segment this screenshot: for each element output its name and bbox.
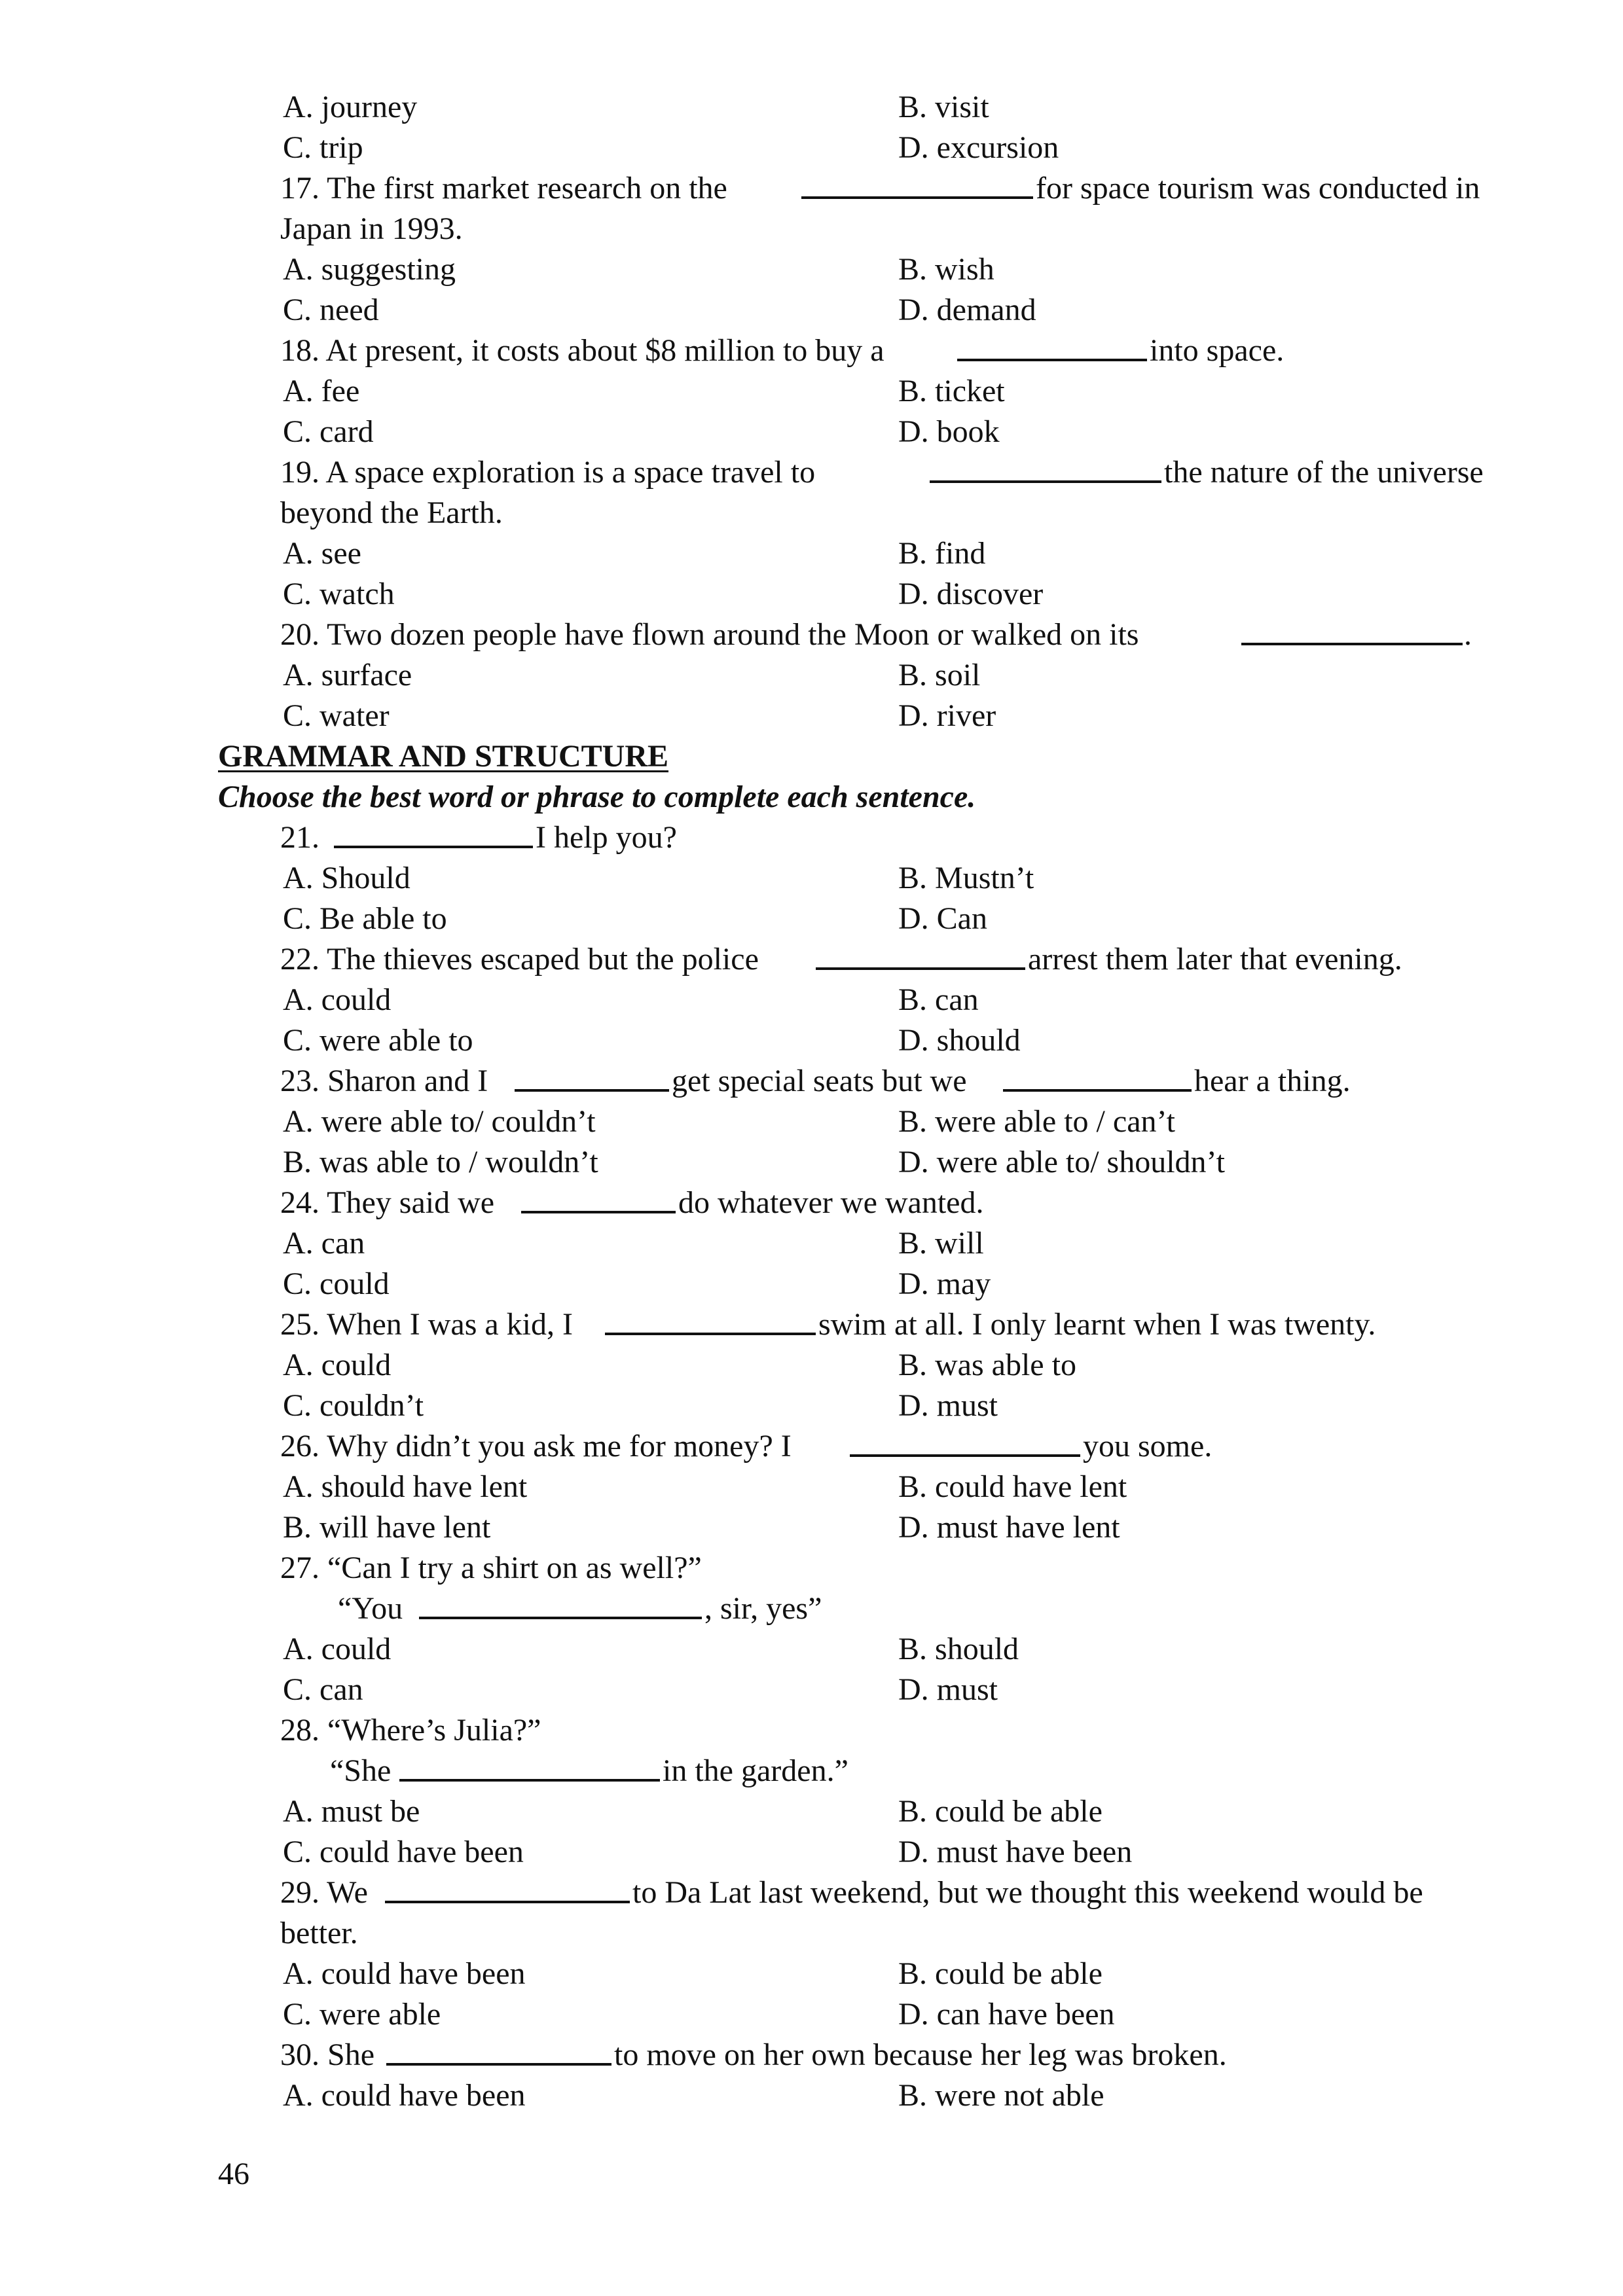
q23-option-c: B. was able to / wouldn’t bbox=[283, 1145, 598, 1179]
q26-option-c: B. will have lent bbox=[283, 1510, 491, 1545]
q20-option-b: B. soil bbox=[898, 658, 981, 692]
section-heading: GRAMMAR AND STRUCTURE bbox=[218, 739, 669, 774]
q23-text-mid: get special seats but we bbox=[672, 1064, 967, 1098]
q21-option-b: B. Mustn’t bbox=[898, 861, 1034, 895]
q28-text-pre: “She bbox=[330, 1753, 392, 1788]
q27-stem bbox=[0, 1588, 1623, 1629]
q17-option-b: B. wish bbox=[898, 252, 994, 287]
q25-options-row1 bbox=[0, 1344, 1623, 1386]
q17-option-d: D. demand bbox=[898, 293, 1036, 327]
q21-options-row1 bbox=[0, 857, 1623, 899]
q28-text-post: in the garden.” bbox=[663, 1753, 848, 1788]
answer-blank bbox=[850, 1426, 1080, 1457]
q18-options-row2 bbox=[0, 411, 1623, 452]
q25-text-post: swim at all. I only learnt when I was twenty. bbox=[818, 1307, 1376, 1342]
answer-blank bbox=[419, 1588, 702, 1619]
q20-options-row1 bbox=[0, 655, 1623, 696]
answer-blank bbox=[1003, 1060, 1192, 1092]
q18-text-pre: 18. At present, it costs about $8 million to buy a bbox=[280, 333, 884, 368]
q19-option-b: B. find bbox=[898, 536, 986, 571]
q29-option-a: A. could have been bbox=[283, 1956, 526, 1991]
q16-option-c: C. trip bbox=[283, 130, 363, 165]
q29-text-cont: better. bbox=[280, 1916, 358, 1950]
q29-option-d: D. can have been bbox=[898, 1997, 1115, 2032]
q19-stem bbox=[0, 452, 1623, 493]
answer-blank bbox=[930, 452, 1161, 483]
q28-stem bbox=[0, 1750, 1623, 1791]
q24-stem bbox=[0, 1182, 1623, 1223]
q18-option-c: C. card bbox=[283, 414, 374, 449]
q17-option-a: A. suggesting bbox=[283, 252, 456, 287]
q20-text-pre: 20. Two dozen people have flown around the Moon or walked on its bbox=[280, 617, 1139, 652]
q21-text-post: I help you? bbox=[536, 820, 677, 855]
q22-stem bbox=[0, 939, 1623, 980]
q22-text-pre: 22. The thieves escaped but the police bbox=[280, 942, 759, 977]
q20-option-c: C. water bbox=[283, 698, 390, 733]
q18-text-post: into space. bbox=[1150, 333, 1285, 368]
q19-text-post: the nature of the universe bbox=[1164, 455, 1484, 490]
q27-option-d: D. must bbox=[898, 1672, 998, 1707]
answer-blank bbox=[1241, 614, 1463, 645]
q28-option-d: D. must have been bbox=[898, 1835, 1133, 1869]
q24-options-row1 bbox=[0, 1223, 1623, 1264]
q29-text-post: to Da Lat last weekend, but we thought this weekend would be bbox=[632, 1875, 1423, 1910]
q27-option-c: C. can bbox=[283, 1672, 363, 1707]
q26-options-row1 bbox=[0, 1466, 1623, 1507]
q20-stem bbox=[0, 614, 1623, 655]
q25-options-row2 bbox=[0, 1385, 1623, 1426]
q26-option-b: B. could have lent bbox=[898, 1469, 1127, 1504]
q28-text-line1: 28. “Where’s Julia?” bbox=[280, 1713, 541, 1748]
q27-text-line1: 27. “Can I try a shirt on as well?” bbox=[280, 1551, 702, 1585]
q17-text-pre: 17. The first market research on the bbox=[280, 171, 727, 206]
q17-options-row1 bbox=[0, 249, 1623, 290]
q25-option-c: C. couldn’t bbox=[283, 1388, 424, 1423]
q21-options-row2 bbox=[0, 898, 1623, 939]
section-heading-row bbox=[0, 736, 1623, 777]
q24-option-a: A. can bbox=[283, 1226, 365, 1261]
answer-blank bbox=[521, 1182, 676, 1213]
q29-text-pre: 29. We bbox=[280, 1875, 368, 1910]
answer-blank bbox=[334, 817, 533, 848]
q17-options-row2 bbox=[0, 289, 1623, 331]
q24-option-d: D. may bbox=[898, 1266, 991, 1301]
q25-option-b: B. was able to bbox=[898, 1348, 1076, 1382]
q26-text-post: you some. bbox=[1083, 1429, 1213, 1463]
q22-option-a: A. could bbox=[283, 982, 392, 1017]
q24-options-row2 bbox=[0, 1263, 1623, 1304]
q22-option-b: B. can bbox=[898, 982, 979, 1017]
answer-blank bbox=[399, 1750, 660, 1782]
q27-line1 bbox=[0, 1547, 1623, 1588]
answer-blank bbox=[957, 330, 1147, 361]
q22-options-row1 bbox=[0, 979, 1623, 1020]
q25-option-a: A. could bbox=[283, 1348, 392, 1382]
q30-text-post: to move on her own because her leg was broken. bbox=[614, 2037, 1227, 2072]
q16-options-row1 bbox=[0, 86, 1623, 128]
section-instruction-row bbox=[0, 776, 1623, 817]
q17-text-post: for space tourism was conducted in bbox=[1036, 171, 1480, 206]
q17-option-c: C. need bbox=[283, 293, 379, 327]
q19-option-d: D. discover bbox=[898, 577, 1044, 611]
q19-option-a: A. see bbox=[283, 536, 361, 571]
q21-stem bbox=[0, 817, 1623, 858]
q21-option-d: D. Can bbox=[898, 901, 987, 936]
q19-option-c: C. watch bbox=[283, 577, 395, 611]
q23-options-row2 bbox=[0, 1141, 1623, 1183]
q28-option-b: B. could be able bbox=[898, 1794, 1103, 1829]
q27-options-row1 bbox=[0, 1628, 1623, 1670]
q25-text-pre: 25. When I was a kid, I bbox=[280, 1307, 573, 1342]
q17-text-cont: Japan in 1993. bbox=[280, 211, 463, 246]
q26-options-row2 bbox=[0, 1507, 1623, 1548]
q27-option-a: A. could bbox=[283, 1632, 392, 1666]
q16-option-a: A. journey bbox=[283, 90, 418, 124]
q24-option-c: C. could bbox=[283, 1266, 390, 1301]
q27-text-pre: “You bbox=[338, 1591, 403, 1626]
q26-stem bbox=[0, 1426, 1623, 1467]
answer-blank bbox=[515, 1060, 669, 1092]
q19-options-row1 bbox=[0, 533, 1623, 574]
q23-options-row1 bbox=[0, 1101, 1623, 1142]
q28-options-row1 bbox=[0, 1791, 1623, 1832]
q21-option-a: A. Should bbox=[283, 861, 410, 895]
q28-options-row2 bbox=[0, 1831, 1623, 1873]
q27-options-row2 bbox=[0, 1669, 1623, 1710]
q23-text-post: hear a thing. bbox=[1194, 1064, 1351, 1098]
answer-blank bbox=[801, 168, 1033, 199]
q19-text-pre: 19. A space exploration is a space travel to bbox=[280, 455, 816, 490]
q30-options-row1 bbox=[0, 2075, 1623, 2116]
q28-line1 bbox=[0, 1710, 1623, 1751]
answer-blank bbox=[816, 939, 1025, 970]
q20-options-row2 bbox=[0, 695, 1623, 736]
q27-option-b: B. should bbox=[898, 1632, 1019, 1666]
q25-option-d: D. must bbox=[898, 1388, 998, 1423]
q23-option-a: A. were able to/ couldn’t bbox=[283, 1104, 596, 1139]
q16-option-b: B. visit bbox=[898, 90, 989, 124]
section-instruction: Choose the best word or phrase to complete each sentence. bbox=[218, 780, 976, 814]
q29-stem-cont bbox=[0, 1912, 1623, 1954]
q21-text-pre: 21. bbox=[280, 820, 319, 855]
q18-option-a: A. fee bbox=[283, 374, 360, 408]
q29-options-row1 bbox=[0, 1953, 1623, 1994]
q30-stem bbox=[0, 2034, 1623, 2075]
page-number: 46 bbox=[218, 2157, 249, 2191]
q29-option-c: C. were able bbox=[283, 1997, 441, 2032]
q22-option-c: C. were able to bbox=[283, 1023, 473, 1058]
q18-option-b: B. ticket bbox=[898, 374, 1005, 408]
q29-stem bbox=[0, 1872, 1623, 1913]
q17-stem bbox=[0, 168, 1623, 209]
q18-stem bbox=[0, 330, 1623, 371]
q30-option-b: B. were not able bbox=[898, 2078, 1104, 2113]
q20-text-post: . bbox=[1464, 617, 1472, 652]
q28-option-a: A. must be bbox=[283, 1794, 420, 1829]
q22-option-d: D. should bbox=[898, 1023, 1021, 1058]
answer-blank bbox=[385, 1872, 630, 1903]
q17-stem-cont bbox=[0, 208, 1623, 249]
answer-blank bbox=[605, 1304, 816, 1335]
q18-options-row1 bbox=[0, 370, 1623, 412]
q26-text-pre: 26. Why didn’t you ask me for money? I bbox=[280, 1429, 792, 1463]
q23-stem bbox=[0, 1060, 1623, 1102]
q27-text-post: , sir, yes” bbox=[704, 1591, 822, 1626]
q20-option-d: D. river bbox=[898, 698, 996, 733]
q19-stem-cont bbox=[0, 492, 1623, 533]
q29-option-b: B. could be able bbox=[898, 1956, 1103, 1991]
q30-text-pre: 30. She bbox=[280, 2037, 374, 2072]
q18-option-d: D. book bbox=[898, 414, 1000, 449]
q19-text-cont: beyond the Earth. bbox=[280, 495, 503, 530]
q21-option-c: C. Be able to bbox=[283, 901, 447, 936]
q29-options-row2 bbox=[0, 1994, 1623, 2035]
q22-options-row2 bbox=[0, 1020, 1623, 1061]
q28-option-c: C. could have been bbox=[283, 1835, 524, 1869]
q22-text-post: arrest them later that evening. bbox=[1028, 942, 1402, 977]
q24-text-post: do whatever we wanted. bbox=[678, 1185, 984, 1220]
q26-option-d: D. must have lent bbox=[898, 1510, 1120, 1545]
q23-option-b: B. were able to / can’t bbox=[898, 1104, 1175, 1139]
q30-option-a: A. could have been bbox=[283, 2078, 526, 2113]
q24-option-b: B. will bbox=[898, 1226, 984, 1261]
q19-options-row2 bbox=[0, 573, 1623, 615]
q24-text-pre: 24. They said we bbox=[280, 1185, 495, 1220]
q26-option-a: A. should have lent bbox=[283, 1469, 528, 1504]
q16-option-d: D. excursion bbox=[898, 130, 1059, 165]
q16-options-row2 bbox=[0, 127, 1623, 168]
q25-stem bbox=[0, 1304, 1623, 1345]
q23-text-pre: 23. Sharon and I bbox=[280, 1064, 488, 1098]
q20-option-a: A. surface bbox=[283, 658, 412, 692]
answer-blank bbox=[386, 2034, 611, 2066]
q23-option-d: D. were able to/ shouldn’t bbox=[898, 1145, 1226, 1179]
